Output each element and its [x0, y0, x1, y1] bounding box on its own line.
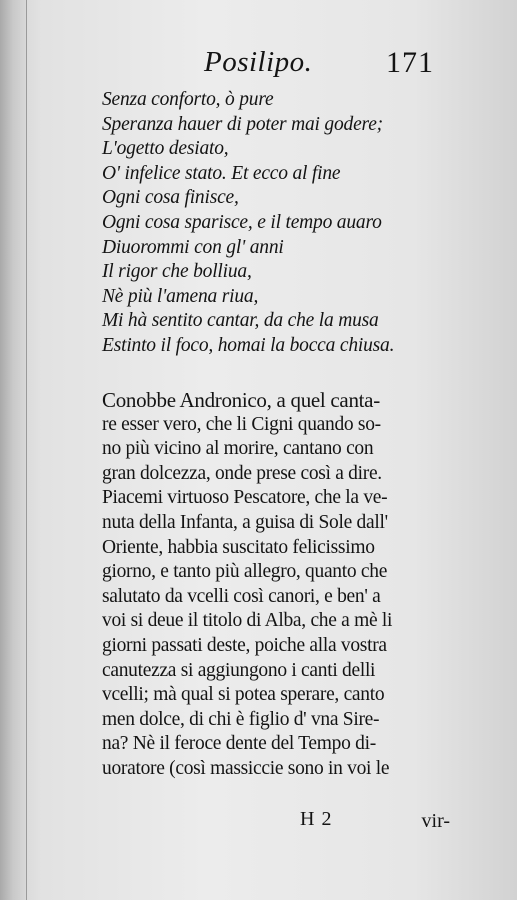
verse-line: Estinto il foco, homai la bocca chiusa.: [102, 334, 395, 356]
catchword: vir-: [421, 810, 450, 832]
running-title: Posilipo.: [204, 46, 313, 78]
verse-line: Il rigor che bolliua,: [102, 261, 252, 283]
verse-line: Diuorommi con gl' anni: [102, 236, 284, 258]
page-footer: [300, 808, 450, 838]
prose-line: vcelli; mà qual si potea sperare, canto: [102, 684, 385, 706]
verse-block: [102, 88, 462, 359]
verse-line: O' infelice stato. Et ecco al fine: [102, 162, 341, 184]
prose-line: Piacemi virtuoso Pescatore, che la ve-: [102, 487, 388, 509]
prose-line: giorni passati deste, poiche alla vostra: [102, 634, 387, 656]
verse-line: Ogni cosa finisce,: [102, 187, 239, 209]
prose-line: na? Nè il feroce dente del Tempo di-: [102, 733, 376, 755]
verse-line: Speranza hauer di poter mai godere;: [102, 113, 383, 135]
prose-line: nuta della Infanta, a guisa di Sole dall': [102, 511, 388, 533]
prose-line: men dolce, di chi è figlio d' vna Sire-: [102, 708, 380, 730]
prose-line: Oriente, habbia suscitato felicissimo: [102, 536, 375, 558]
page-number: 171: [386, 46, 434, 79]
prose-line: no più vicino al morire, cantano con: [102, 438, 374, 460]
prose-line: gran dolcezza, onde prese così a dire.: [102, 462, 382, 484]
prose-line: canutezza si aggiungono i canti delli: [102, 659, 376, 681]
verse-line: Ogni cosa sparisce, e il tempo auaro: [102, 211, 382, 233]
verse-line: Senza conforto, ò pure: [102, 89, 274, 110]
prose-line: re esser vero, che li Cigni quando so-: [102, 413, 381, 435]
verse-line: Nè più l'amena riua,: [102, 285, 259, 307]
prose-line: giorno, e tanto più allegro, quanto che: [102, 561, 388, 583]
prose-block: [102, 388, 448, 782]
prose-line: salutato da vcelli così canori, e ben' a: [102, 585, 381, 607]
verse-line: L'ogetto desiato,: [102, 138, 229, 160]
page-header: [204, 46, 434, 90]
verse-line: Mi hà sentito cantar, da che la musa: [102, 310, 379, 332]
book-gutter: [0, 0, 27, 900]
signature-mark: H 2: [300, 808, 333, 830]
prose-line: voi si deue il titolo di Alba, che a mè li: [102, 610, 393, 632]
prose-line: uoratore (così massiccie sono in voi le: [102, 757, 390, 779]
prose-line: Conobbe Andronico, a quel canta-: [102, 388, 380, 412]
